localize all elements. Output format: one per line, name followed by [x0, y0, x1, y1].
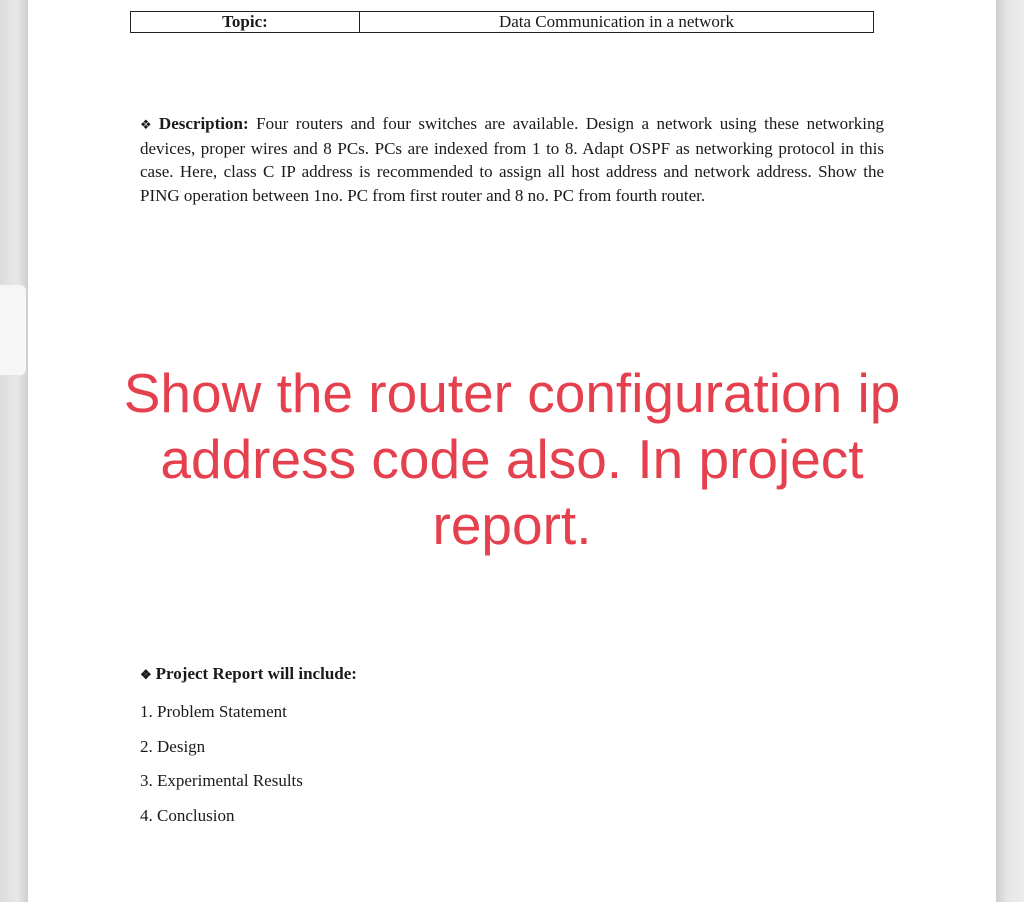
diamond-bullet-icon: ❖: [140, 667, 152, 682]
report-item: 3. Experimental Results: [140, 771, 303, 790]
overlay-line: report.: [432, 494, 592, 556]
topic-value: Data Communication in a network: [360, 12, 874, 33]
overlay-line: Show the router configuration ip: [123, 362, 901, 424]
overlay-line: address code also. In project: [160, 428, 864, 490]
description-paragraph: [140, 112, 884, 207]
report-items-list: [140, 700, 303, 838]
report-heading-text: Project Report will include:: [155, 664, 357, 683]
background-left-notch: [0, 285, 26, 375]
report-item: 1. Problem Statement: [140, 702, 287, 721]
report-item: 2. Design: [140, 736, 206, 756]
report-heading: [140, 664, 357, 684]
diamond-bullet-icon: ❖: [140, 117, 155, 132]
report-item: 4. Conclusion: [140, 805, 235, 825]
topic-table: [130, 11, 874, 33]
overlay-annotation: [28, 360, 996, 558]
background-right-edge: [996, 0, 1024, 902]
description-text: Four routers and four switches are available. Design a network using these networking devices, proper wires and 8 PCs. PCs are indexed from 1 to 8. Adapt OSPF as networking protocol in this case. Here, class C IP address is recommended to assign all host address and network address. Show the PING operation between 1no. PC from first router and 8 no. PC from fourth router.: [140, 114, 885, 205]
topic-label: Topic:: [131, 12, 360, 33]
background-left-edge: [0, 0, 28, 902]
description-label: Description:: [158, 114, 249, 133]
